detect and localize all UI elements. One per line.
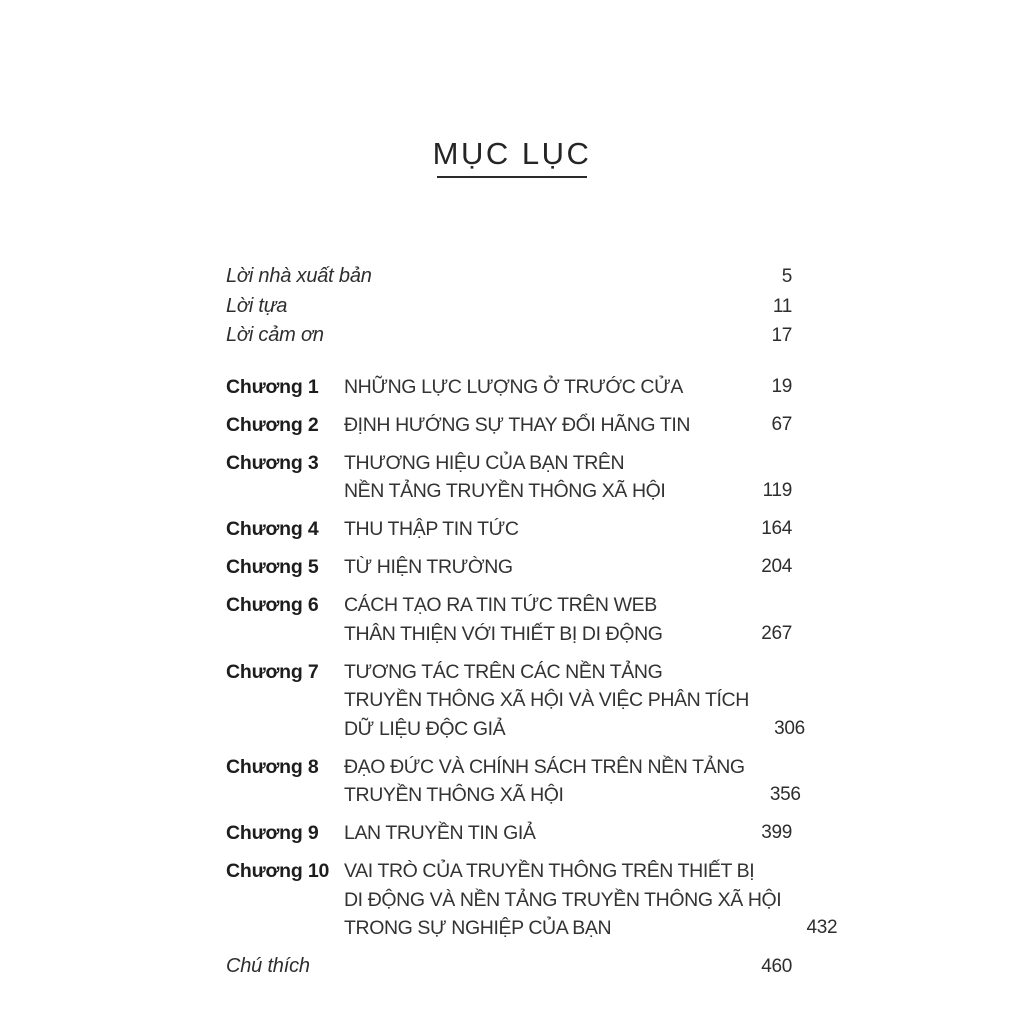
page-number: 356 (769, 784, 801, 805)
chapter-title (344, 591, 736, 648)
chapter-title-line: NỀN TẢNG TRUYỀN THÔNG XÃ HỘI (344, 480, 666, 502)
chapter-title-line: DỮ LIỆU ĐỘC GIẢ (344, 717, 506, 740)
chapter-title (344, 515, 736, 544)
page-number: 19 (771, 375, 792, 397)
front-matter-row (226, 262, 792, 292)
chapter-title-line: THƯƠNG HIỆU CỦA BẠN TRÊN (344, 451, 625, 474)
front-matter-section (226, 262, 792, 351)
chapter-title (344, 857, 781, 943)
page-number: 399 (761, 822, 792, 843)
chapter-label: Chương 9 (226, 822, 319, 844)
front-matter-label: Lời tựa (226, 294, 288, 317)
back-matter-row (226, 952, 792, 982)
front-matter-label: Lời cảm ơn (226, 324, 324, 346)
chapter-label: Chương 7 (226, 660, 319, 683)
chapter-title-line: THU THẬP TIN TỨC (344, 518, 519, 540)
chapter-label: Chương 10 (226, 860, 330, 882)
chapters-section (226, 373, 838, 943)
chapter-title-line: TRUYỀN THÔNG XÃ HỘI VÀ VIỆC PHÂN TÍCH (344, 689, 749, 711)
page-number: 11 (772, 295, 792, 317)
chapter-title-line: ĐỊNH HƯỚNG SỰ THAY ĐỔI HÃNG TIN (344, 413, 691, 436)
chapter-title-line: THÂN THIỆN VỚI THIẾT BỊ DI ĐỘNG (344, 622, 663, 645)
chapter-title (344, 753, 745, 810)
chapter-title-line: LAN TRUYỀN TIN GIẢ (344, 822, 536, 844)
chapter-title-line: TRUYỀN THÔNG XÃ HỘI (344, 784, 564, 806)
chapter-title-line: DI ĐỘNG VÀ NỀN TẢNG TRUYỀN THÔNG XÃ HỘI (344, 888, 782, 911)
chapter-entry (226, 857, 838, 943)
chapter-title (344, 373, 736, 402)
chapter-title (344, 449, 736, 506)
page-number: 267 (761, 622, 792, 644)
chapter-entry (226, 658, 805, 744)
chapter-title-line: NHỮNG LỰC LƯỢNG Ở TRƯỚC CỬA (344, 375, 683, 398)
chapter-entry (226, 515, 792, 544)
back-matter-section (226, 952, 792, 982)
chapter-title (344, 658, 749, 744)
chapter-title-line: TƯƠNG TÁC TRÊN CÁC NỀN TẢNG (344, 660, 663, 683)
chapter-label: Chương 8 (226, 755, 319, 778)
chapter-title (344, 411, 736, 440)
chapter-label: Chương 2 (226, 413, 319, 436)
chapter-entry (226, 819, 792, 848)
chapter-entry (226, 591, 792, 648)
chapter-title-line: TRONG SỰ NGHIỆP CỦA BẠN (344, 917, 612, 939)
chapter-label: Chương 5 (226, 556, 319, 578)
page-number: 432 (806, 917, 838, 938)
page-number: 204 (761, 556, 792, 577)
chapter-title (344, 553, 736, 582)
page-number: 164 (761, 518, 792, 539)
chapter-entry (226, 411, 792, 440)
page-number: 17 (771, 325, 792, 346)
chapter-title (344, 819, 736, 848)
chapter-title-line: TỪ HIỆN TRƯỜNG (344, 556, 513, 578)
front-matter-label: Lời nhà xuất bản (226, 265, 372, 287)
chapter-title-line: CÁCH TẠO RA TIN TỨC TRÊN WEB (344, 594, 657, 616)
chapter-label: Chương 4 (226, 518, 319, 540)
back-matter-label: Chú thích (226, 955, 310, 977)
chapter-title-line: ĐẠO ĐỨC VÀ CHÍNH SÁCH TRÊN NỀN TẢNG (344, 755, 745, 778)
chapter-entry (226, 553, 792, 582)
front-matter-row (226, 292, 792, 322)
page-number: 5 (781, 266, 792, 287)
chapter-label: Chương 3 (226, 451, 319, 474)
page-title: MỤC LỤC (432, 136, 592, 171)
page-number: 119 (762, 480, 792, 501)
page-number: 67 (771, 413, 792, 435)
chapter-entry (226, 373, 792, 402)
chapter-entry (226, 753, 801, 810)
chapter-title-line: VAI TRÒ CỦA TRUYỀN THÔNG TRÊN THIẾT BỊ (344, 860, 755, 882)
table-of-contents (226, 262, 838, 982)
page-number: 306 (774, 717, 805, 739)
chapter-label: Chương 6 (226, 594, 319, 616)
title-underline (437, 176, 587, 178)
chapter-entry (226, 449, 792, 506)
page-number: 460 (761, 956, 792, 977)
front-matter-row (226, 321, 792, 351)
chapter-label: Chương 1 (226, 375, 319, 398)
